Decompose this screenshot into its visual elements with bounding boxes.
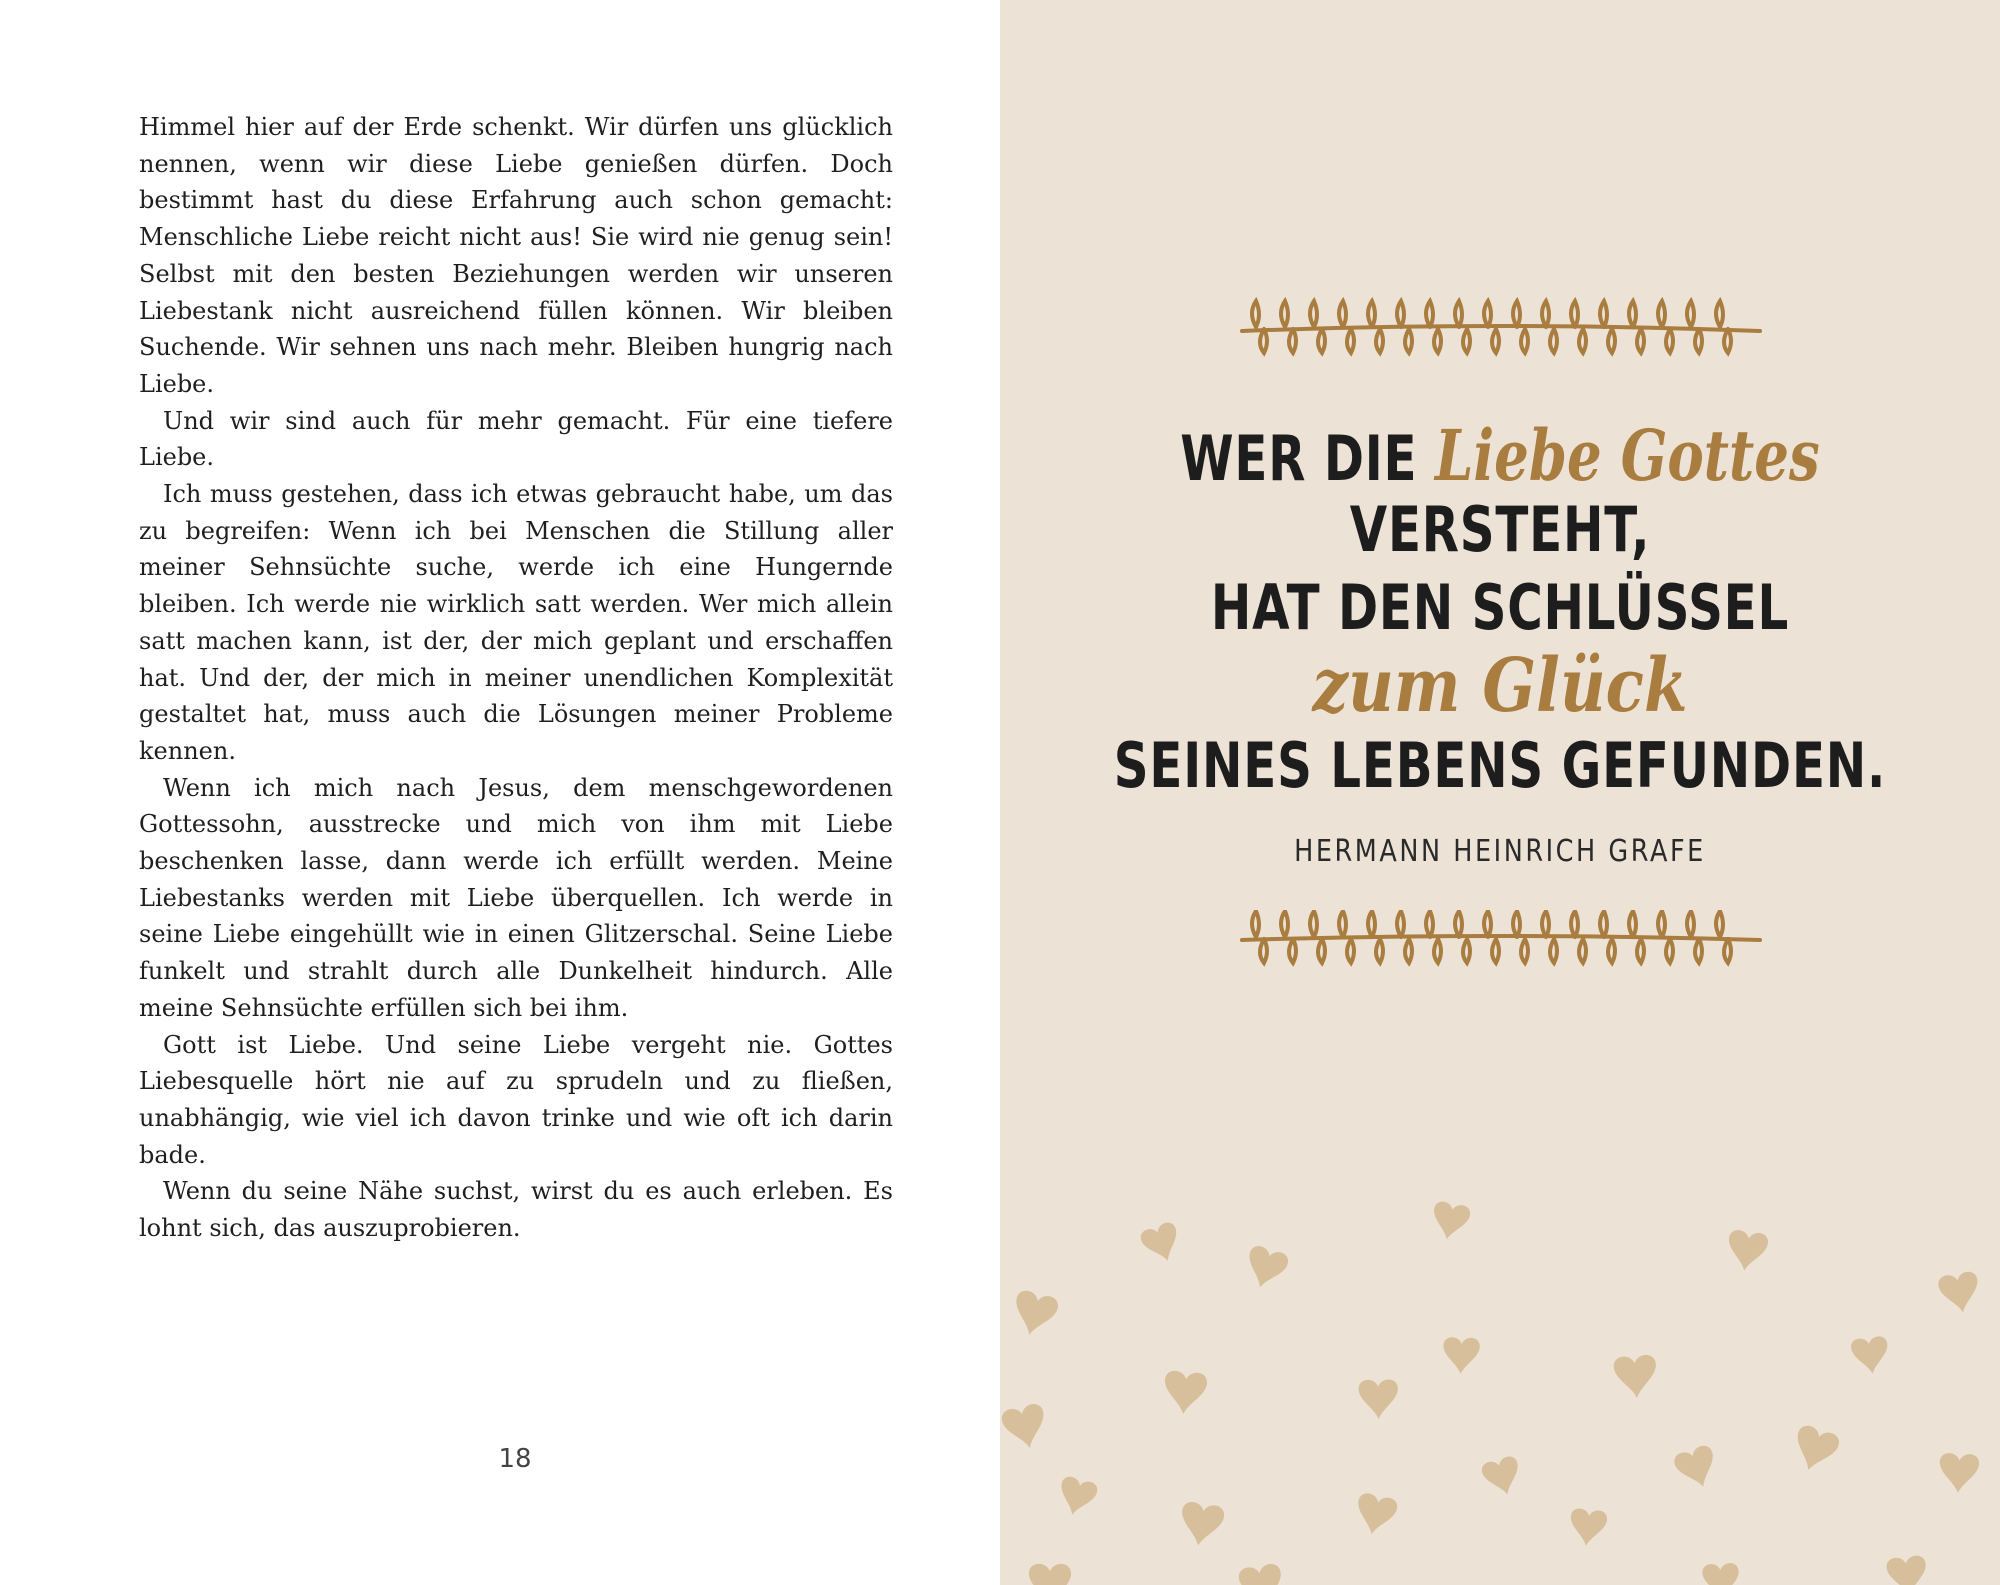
paragraph: Ich muss gestehen, dass ich etwas gebraucht habe, um das zu begreifen: Wenn ich bei Menschen die Stillung aller meiner Sehnsüchte suche, werde ich eine Hungernde bleiben. Ich werde nie wirklich satt werden. Wer mich allein satt machen kann, ist der, der mich geplant und erschaffen hat. Und der, der mich in meiner unendlichen Komplexität gestaltet hat, muss auch die Lösungen meiner Probleme kennen.: [139, 480, 893, 765]
quote-accent-line: zum Glück: [1312, 643, 1688, 729]
heart-icon: [1725, 1229, 1769, 1273]
heart-icon: [1938, 1453, 1979, 1494]
quote-plain-text: WER DIE: [1180, 422, 1418, 495]
laurel-branch-icon: [1236, 910, 1766, 982]
laurel-branch-icon: [1236, 287, 1766, 359]
heart-icon: [1429, 1200, 1472, 1243]
heart-icon: [1177, 1501, 1225, 1549]
heart-icon: [1352, 1492, 1399, 1539]
page-number: 18: [498, 1444, 532, 1474]
paragraph: Wenn du seine Nähe suchst, wirst du es auch erleben. Es lohnt sich, das auszuprobieren.: [139, 1177, 893, 1243]
heart-icon: [1937, 1270, 1982, 1316]
right-page: [1000, 0, 2000, 1585]
heart-icon: [1055, 1475, 1100, 1520]
heart-icon: [1237, 1563, 1285, 1585]
heart-icon: [1702, 1563, 1740, 1585]
heart-icon: [1241, 1244, 1290, 1293]
heart-icon: [1672, 1443, 1722, 1493]
quote-line-3: HAT DEN SCHLÜSSEL: [1210, 571, 1790, 644]
paragraph: Gott ist Liebe. Und seine Liebe vergeht nie. Gottes Liebesquelle hört nie auf zu sprudeln und zu fließen, unabhängig, wie viel ich davon trinke und wie oft ich darin bade.: [139, 1030, 893, 1169]
heart-icon: [1443, 1337, 1481, 1375]
quote-line-5: SEINES LEBENS GEFUNDEN.: [1113, 729, 1887, 802]
quote-line-2: VERSTEHT,: [1349, 493, 1651, 566]
heart-icon: [1358, 1379, 1398, 1419]
quote-accent-text: Liebe Gottes: [1434, 414, 1820, 497]
paragraph: Und wir sind auch für mehr gemacht. Für eine tiefere Liebe.: [139, 406, 893, 472]
heart-icon: [1162, 1370, 1208, 1416]
hearts-pattern-icon: [1000, 1180, 2000, 1585]
heart-icon: [1613, 1354, 1658, 1399]
heart-icon: [1788, 1423, 1841, 1476]
heart-icon: [1138, 1220, 1185, 1267]
heart-icon: [1886, 1555, 1929, 1585]
paragraph: Himmel hier auf der Erde schenkt. Wir dürfen uns glücklich nennen, wenn wir diese Liebe genießen dürfen. Doch bestimmt hast du diese Erfahrung auch schon gemacht: Menschliche Liebe reicht nicht aus! Sie wird nie genug sein! Selbst mit den besten Beziehungen werden wir unseren Liebestank nicht ausreichend füllen können. Wir bleiben Suchende. Wir sehnen uns nach mehr. Bleiben hungrig nach Liebe.: [139, 113, 893, 398]
heart-icon: [1009, 1289, 1060, 1340]
quote-line-1: [1110, 414, 1890, 497]
heart-icon: [1850, 1335, 1891, 1376]
paragraph: Wenn ich mich nach Jesus, dem menschgewordenen Gottessohn, ausstrecke und mich von ihm mit Liebe beschenken lasse, dann werde ich erfüllt werden. Meine Liebestanks werden mit Liebe überquellen. Ich werde in seine Liebe eingehüllt wie in einen Glitzerschal. Seine Liebe funkelt und strahlt durch alle Dunkelheit hindurch. Alle meine Sehnsüchte erfüllen sich bei ihm.: [139, 773, 893, 1022]
quote-author: HERMANN HEINRICH GRAFE: [1294, 834, 1706, 869]
heart-icon: [1568, 1508, 1608, 1548]
heart-icon: [1480, 1455, 1525, 1500]
body-text: [139, 109, 893, 1247]
heart-icon: [1029, 1564, 1071, 1585]
heart-icon: [1000, 1402, 1050, 1453]
